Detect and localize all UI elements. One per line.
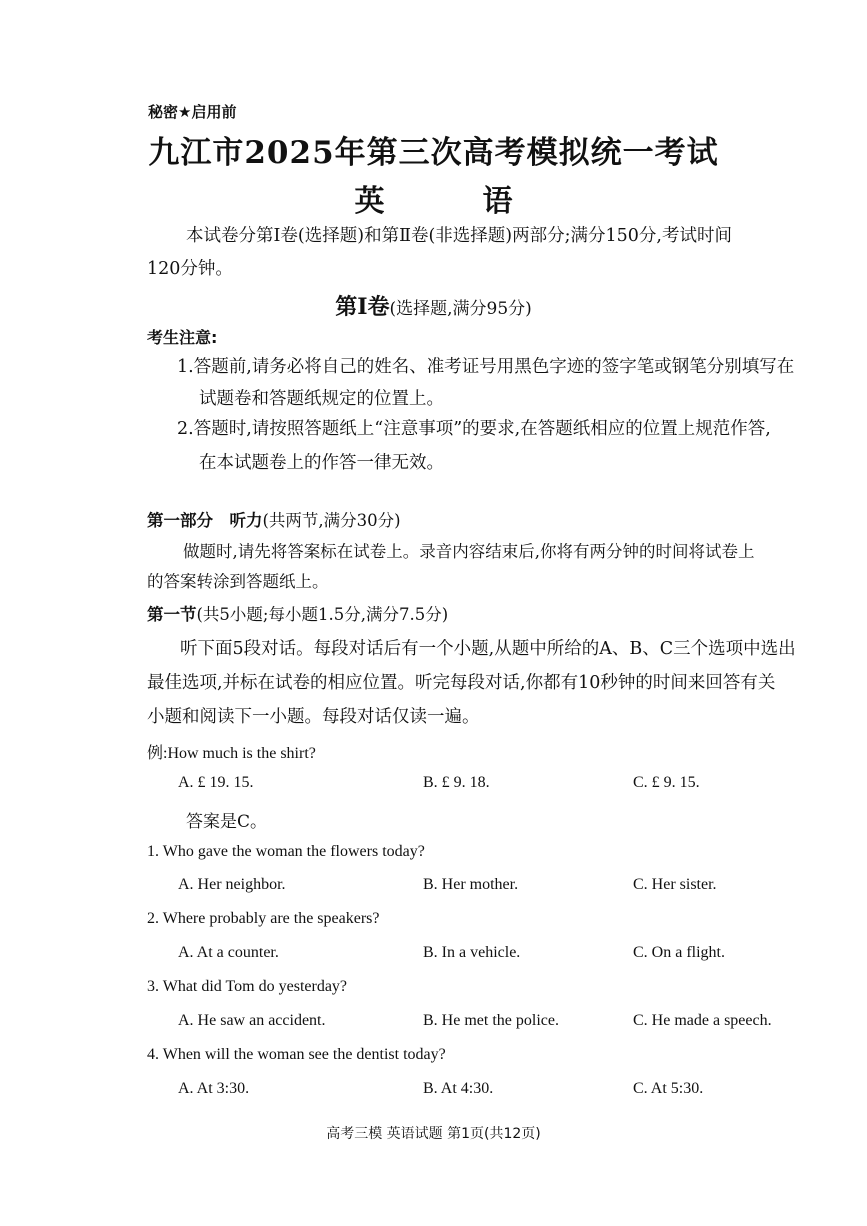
subject-char-1: 英 bbox=[354, 184, 385, 219]
volume-label: 第Ⅰ卷 bbox=[335, 294, 390, 320]
section1-heading bbox=[147, 601, 448, 625]
exam-title: 九江市2025年第三次高考模拟统一考试 bbox=[148, 135, 719, 171]
question-1-option-c: C. Her sister. bbox=[633, 876, 717, 893]
confidential-mark: 秘密★启用前 bbox=[148, 103, 237, 121]
page-footer: 高考三模 英语试题 第1页(共12页) bbox=[326, 1126, 541, 1142]
part1-subtitle: (共两节,满分30分) bbox=[262, 511, 401, 530]
example-answer: 答案是C。 bbox=[186, 812, 268, 832]
notice-heading: 考生注意: bbox=[147, 328, 218, 347]
question-4-option-a: A. At 3:30. bbox=[178, 1080, 250, 1097]
section1-instruction-line-1: 听下面5段对话。每段对话后有一个小题,从题中所给的A、B、C三个选项中选出 bbox=[180, 639, 796, 659]
intro-line-1: 本试卷分第Ⅰ卷(选择题)和第Ⅱ卷(非选择题)两部分;满分150分,考试时间 bbox=[186, 226, 732, 246]
question-3-option-b: B. He met the police. bbox=[423, 1012, 559, 1029]
question-4-option-c: C. At 5:30. bbox=[633, 1080, 704, 1097]
part1-instruction-line-1: 做题时,请先将答案标在试卷上。录音内容结束后,你将有两分钟的时间将试卷上 bbox=[183, 542, 755, 561]
notice-item-1-line-1: 1.答题前,请务必将自己的姓名、准考证号用黑色字迹的签字笔或钢笔分别填写在 bbox=[177, 357, 795, 377]
part1-title: 第一部分 听力 bbox=[147, 511, 263, 530]
question-2-option-c: C. On a flight. bbox=[633, 944, 725, 961]
section1-subtitle: (共5小题;每小题1.5分,满分7.5分) bbox=[196, 605, 449, 624]
notice-item-1-line-2: 试题卷和答题纸规定的位置上。 bbox=[199, 389, 444, 409]
section1-instruction-line-2: 最佳选项,并标在试卷的相应位置。听完每段对话,你都有10秒钟的时间来回答有关 bbox=[147, 673, 776, 693]
question-3-option-a: A. He saw an accident. bbox=[178, 1012, 326, 1029]
question-3-option-c: C. He made a speech. bbox=[633, 1012, 772, 1029]
question-1: 1. Who gave the woman the flowers today? bbox=[147, 843, 425, 860]
volume-title bbox=[0, 290, 867, 321]
question-3: 3. What did Tom do yesterday? bbox=[147, 978, 348, 995]
intro-line-2: 120分钟。 bbox=[147, 259, 233, 279]
volume-subtitle: (选择题,满分95分) bbox=[389, 299, 532, 319]
example-option-c: C. £ 9. 15. bbox=[633, 774, 700, 791]
part1-instruction-line-2: 的答案转涂到答题纸上。 bbox=[147, 572, 329, 591]
section1-title: 第一节 bbox=[147, 605, 197, 624]
subject-char-2: 语 bbox=[482, 184, 513, 219]
question-1-option-b: B. Her mother. bbox=[423, 876, 519, 893]
question-1-option-a: A. Her neighbor. bbox=[178, 876, 286, 893]
subject-title bbox=[0, 176, 867, 220]
part1-heading bbox=[147, 507, 401, 531]
example-option-b: B. £ 9. 18. bbox=[423, 774, 490, 791]
question-4: 4. When will the woman see the dentist today? bbox=[147, 1046, 446, 1063]
section1-instruction-line-3: 小题和阅读下一小题。每段对话仅读一遍。 bbox=[147, 707, 480, 727]
question-2-option-a: A. At a counter. bbox=[178, 944, 279, 961]
question-2-option-b: B. In a vehicle. bbox=[423, 944, 521, 961]
example-question: 例:How much is the shirt? bbox=[147, 745, 316, 762]
question-2: 2. Where probably are the speakers? bbox=[147, 910, 380, 927]
example-option-a: A. £ 19. 15. bbox=[178, 774, 254, 791]
notice-item-2-line-2: 在本试题卷上的作答一律无效。 bbox=[199, 453, 444, 473]
notice-item-2-line-1: 2.答题时,请按照答题纸上“注意事项”的要求,在答题纸相应的位置上规范作答, bbox=[177, 419, 771, 439]
question-4-option-b: B. At 4:30. bbox=[423, 1080, 494, 1097]
